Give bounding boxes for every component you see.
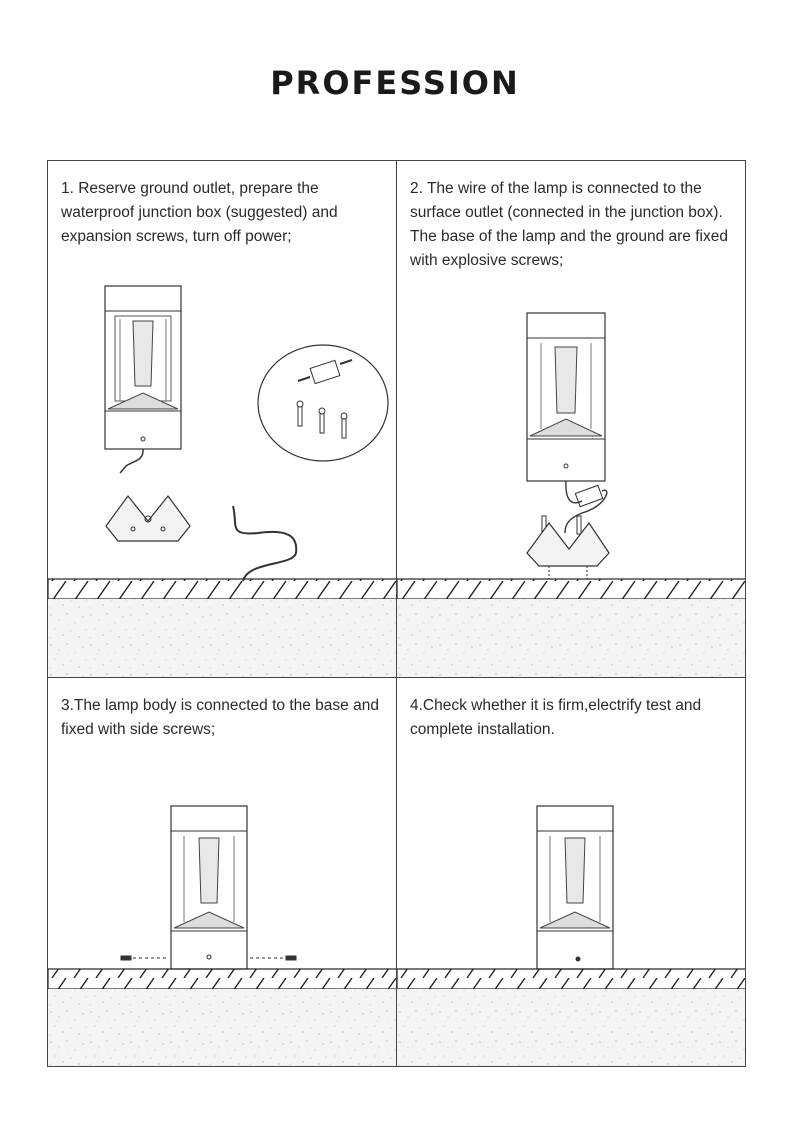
step-panel-2 — [396, 160, 746, 678]
ground-icon — [397, 969, 746, 1067]
page-title: PROFESSION — [270, 64, 520, 102]
ground-icon — [48, 579, 397, 678]
ground-icon — [48, 969, 397, 1067]
junction-box-icon — [565, 481, 607, 533]
lamp-icon — [105, 286, 181, 473]
base-bracket-icon — [106, 496, 190, 541]
step-2-text: 2. The wire of the lamp is connected to the surface outlet (connected in the junction box). The base of the lamp and the ground are fixed with explosive screws; — [410, 180, 728, 269]
step-2-illustration — [397, 161, 746, 678]
step-3-illustration — [48, 678, 397, 1067]
lamp-icon — [171, 806, 247, 969]
cable-icon — [233, 506, 296, 581]
step-panel-4 — [396, 677, 746, 1067]
step-4-illustration — [397, 678, 746, 1067]
step-1-illustration — [48, 161, 397, 678]
base-bracket-icon — [527, 523, 609, 579]
lamp-icon — [537, 806, 613, 969]
step-4-text: 4.Check whether it is firm,electrify test and complete installation. — [410, 697, 702, 738]
step-panel-3 — [47, 677, 397, 1067]
step-1-text: 1. Reserve ground outlet, prepare the waterproof junction box (suggested) and expansion screws, turn off power; — [61, 180, 338, 245]
junction-box-icon — [258, 345, 388, 461]
lamp-icon — [527, 313, 605, 481]
ground-icon — [397, 579, 746, 678]
step-panel-1 — [47, 160, 397, 678]
step-3-text: 3.The lamp body is connected to the base and fixed with side screws; — [61, 697, 379, 738]
